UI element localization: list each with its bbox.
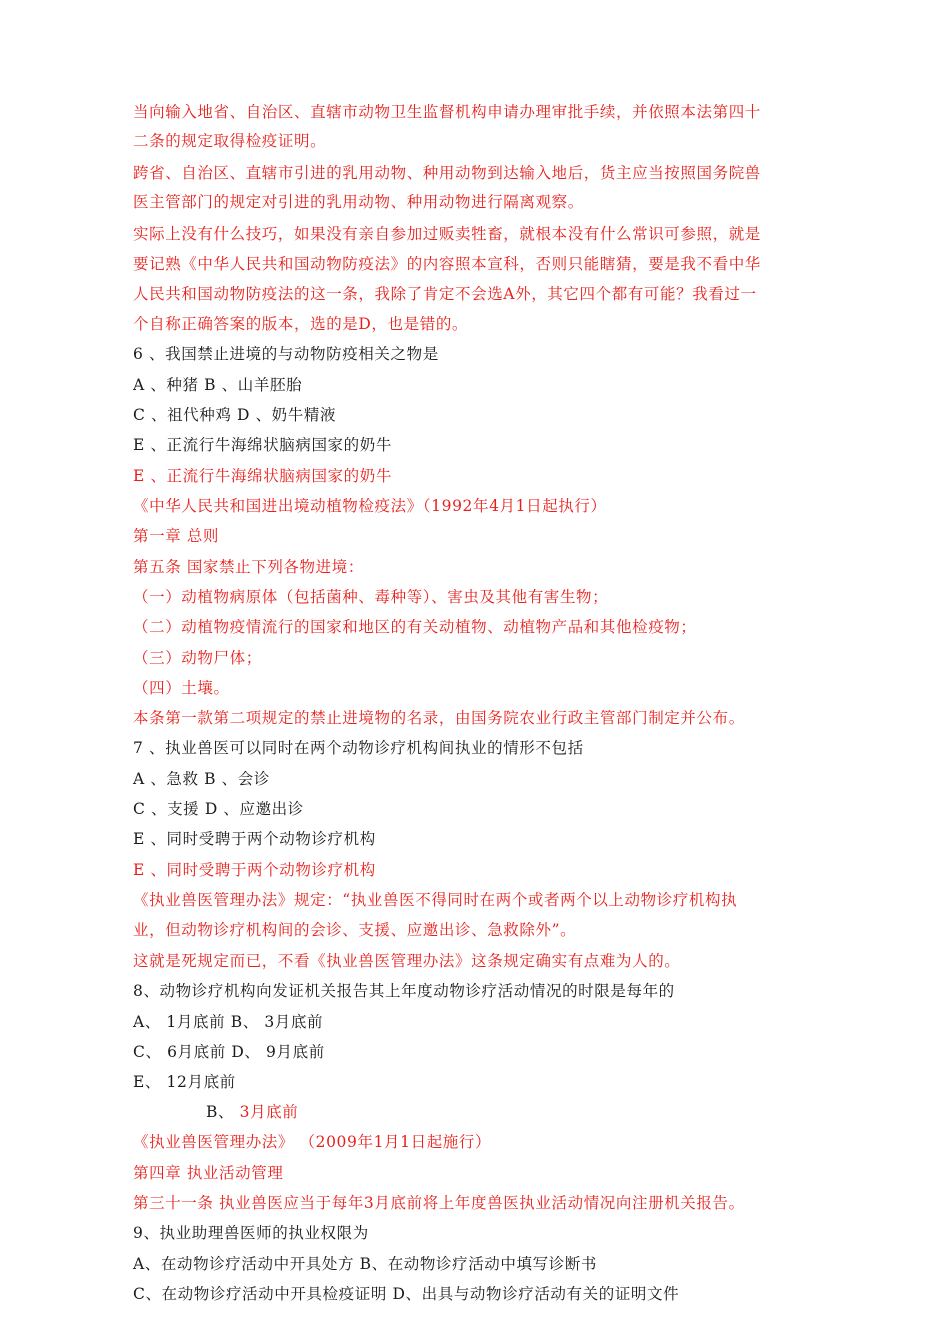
text-line: （二）动植物疫情流行的国家和地区的有关动植物、动植物产品和其他检疫物；: [133, 618, 697, 636]
text-line: 《执业兽医管理办法》 （2009年1月1日起施行）: [133, 1133, 492, 1151]
text-line: 第五条 国家禁止下列各物进境：: [133, 558, 364, 576]
text-line: 二条的规定取得检疫证明。: [133, 132, 327, 150]
text-line: 实际上没有什么技巧，如果没有亲自参加过贩卖牲畜，就根本没有什么常识可参照，就是: [133, 225, 761, 243]
text-line: 这就是死规定而已，不看《执业兽医管理办法》这条规定确实有点难为人的。: [133, 952, 681, 970]
option-line: A 、急救 B 、会诊: [133, 770, 270, 788]
option-line: C 、支援 D 、应邀出诊: [133, 800, 304, 818]
text-line: 《执业兽医管理办法》规定：“执业兽医不得同时在两个或者两个以上动物诊疗机构执: [133, 891, 738, 909]
text-line: 业，但动物诊疗机构间的会诊、支援、应邀出诊、急救除外”。: [133, 921, 577, 939]
text-line: （四）土壤。: [133, 679, 230, 697]
text-line: 第一章 总则: [133, 527, 220, 545]
text-line: 本条第一款第二项规定的禁止进境物的名录，由国务院农业行政主管部门制定并公布。: [133, 709, 745, 727]
option-line: A、在动物诊疗活动中开具处方 B、在动物诊疗活动中填写诊断书: [133, 1255, 598, 1273]
question-6: 6 、我国禁止进境的与动物防疫相关之物是: [133, 345, 439, 363]
text-line: 第三十一条 执业兽医应当于每年3月底前将上年度兽医执业活动情况向注册机关报告。: [133, 1194, 745, 1212]
question-9: 9、执业助理兽医师的执业权限为: [133, 1224, 369, 1242]
option-line: E 、同时受聘于两个动物诊疗机构: [133, 830, 376, 848]
option-line: C、 6月底前 D、 9月底前: [133, 1043, 325, 1061]
text-line: 第四章 执业活动管理: [133, 1164, 284, 1182]
question-8: 8、动物诊疗机构向发证机关报告其上年度动物诊疗活动情况的时限是每年的: [133, 982, 675, 1000]
answer-line: E 、正流行牛海绵状脑病国家的奶牛: [133, 467, 392, 485]
option-line: C、在动物诊疗活动中开具检疫证明 D、出具与动物诊疗活动有关的证明文件: [133, 1285, 680, 1303]
answer-line: B、 3月底前: [206, 1103, 299, 1121]
question-7: 7 、执业兽医可以同时在两个动物诊疗机构间执业的情形不包括: [133, 739, 584, 757]
option-line: A、 1月底前 B、 3月底前: [133, 1013, 324, 1031]
option-line: A 、种猪 B 、山羊胚胎: [133, 376, 303, 394]
answer-line: E 、同时受聘于两个动物诊疗机构: [133, 861, 376, 879]
text-line: 人民共和国动物防疫法的这一条，我除了肯定不会选A外，其它四个都有可能？我看过一: [133, 285, 757, 303]
option-line: C 、祖代种鸡 D 、奶牛精液: [133, 406, 337, 424]
text-line: 医主管部门的规定对引进的乳用动物、种用动物进行隔离观察。: [133, 193, 584, 211]
text-line: 个自称正确答案的版本，选的是D，也是错的。: [133, 315, 469, 333]
text-line: 要记熟《中华人民共和国动物防疫法》的内容照本宣科，否则只能瞎猜，要是我不看中华: [133, 255, 761, 273]
option-line: E、 12月底前: [133, 1073, 236, 1091]
text-line: 跨省、自治区、直辖市引进的乳用动物、种用动物到达输入地后，货主应当按照国务院兽: [133, 164, 761, 182]
option-line: E 、正流行牛海绵状脑病国家的奶牛: [133, 436, 392, 454]
text-line: （三）动物尸体；: [133, 649, 262, 667]
text-line: （一）动植物病原体（包括菌种、毒种等）、害虫及其他有害生物；: [133, 588, 609, 606]
text-line: 当向输入地省、自治区、直辖市动物卫生监督机构申请办理审批手续，并依照本法第四十: [133, 103, 761, 121]
text-line: 《中华人民共和国进出境动植物检疫法》（1992年4月1日起执行）: [133, 497, 607, 515]
